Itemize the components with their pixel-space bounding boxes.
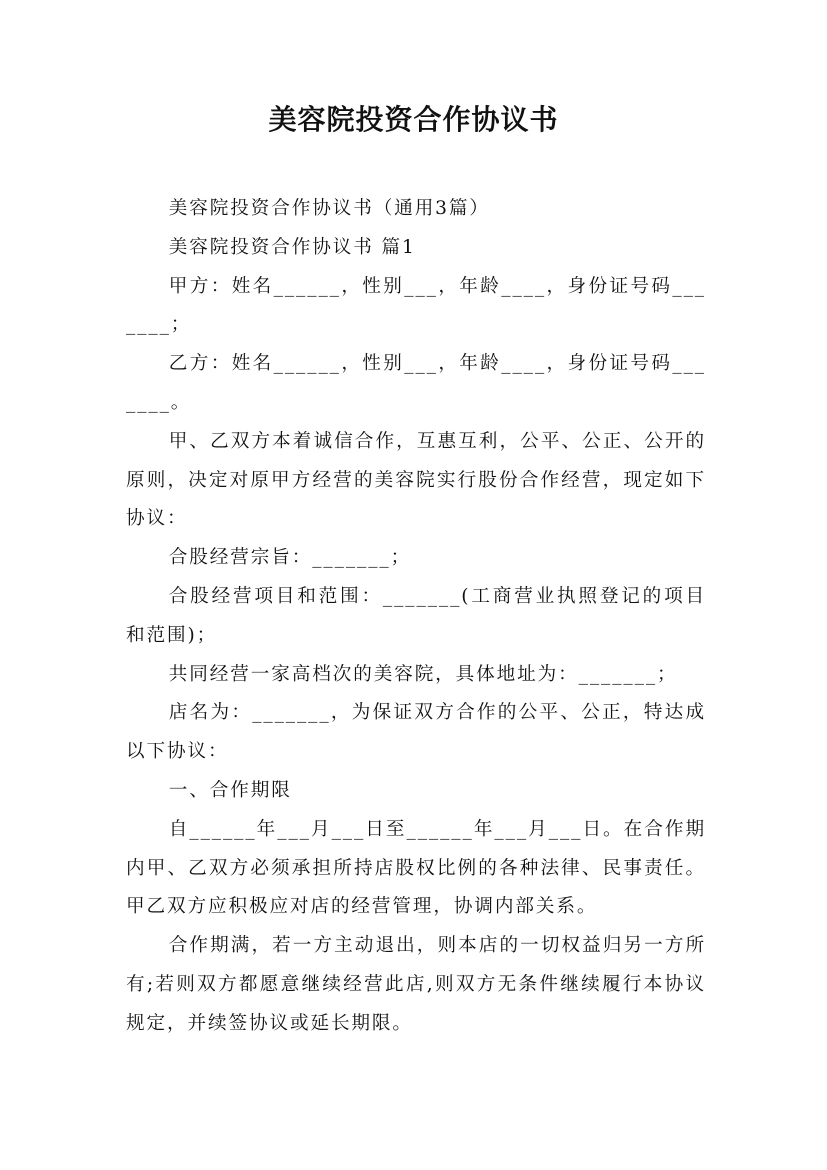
party-a-info: 甲方：姓名______，性别___，年龄____，身份证号码_______； xyxy=(126,275,706,336)
store-name-paragraph: 店名为：_______，为保证双方合作的公平、公正，特达成以下协议： xyxy=(126,702,706,763)
preamble-paragraph: 甲、乙双方本着诚信合作，互惠互利，公平、公正、公开的原则，决定对原甲方经营的美容院实行股份合作经营，现定如下协议： xyxy=(126,430,706,530)
business-scope: 合股经营项目和范围：_______(工商营业执照登记的项目和范围)； xyxy=(126,585,706,646)
document-title: 美容院投资合作协议书 xyxy=(268,103,559,136)
term-expiry-paragraph: 合作期满，若一方主动退出，则本店的一切权益归另一方所有;若则双方都愿意继续经营此店,则双方无条件继续履行本协议规定，并续签协议或延长期限。 xyxy=(126,935,706,1034)
document-body xyxy=(126,190,706,1044)
business-purpose: 合股经营宗旨：_______； xyxy=(168,547,412,569)
section-heading: 美容院投资合作协议书 篇1 xyxy=(168,236,416,258)
clause-heading-term: 一、合作期限 xyxy=(168,779,292,801)
term-paragraph: 自______年___月___日至______年___月___日。在合作期内甲、乙双方必须承担所持店股权比例的各种法律、民事责任。甲乙双方应积极应对店的经营管理，协调内部关系。 xyxy=(126,818,706,918)
salon-address: 共同经营一家高档次的美容院，具体地址为：_______； xyxy=(168,663,678,685)
party-b-info: 乙方：姓名______，性别___，年龄____，身份证号码_______。 xyxy=(126,353,706,413)
subtitle-line: 美容院投资合作协议书（通用3篇） xyxy=(168,198,490,219)
